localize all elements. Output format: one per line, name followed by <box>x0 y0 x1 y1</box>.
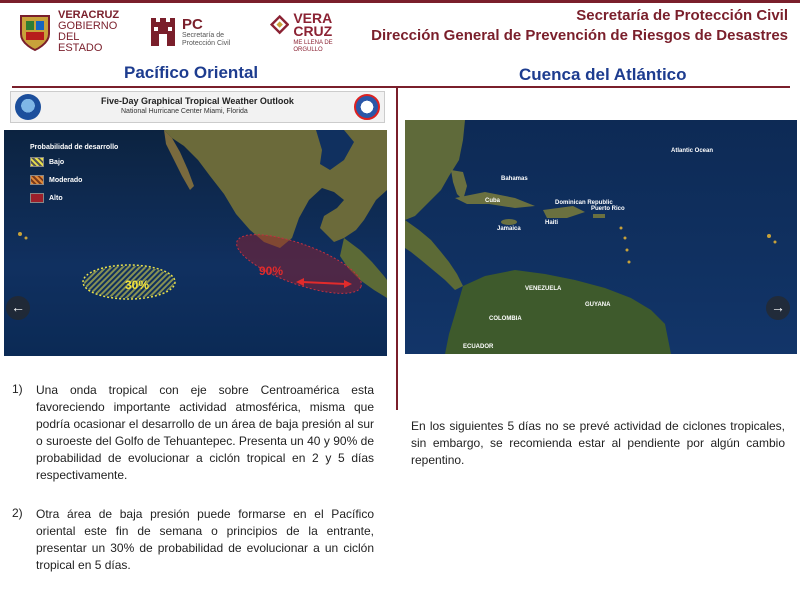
pacific-notes <box>12 382 375 596</box>
legend-label: Moderado <box>49 176 83 184</box>
column-divider <box>396 88 398 410</box>
moderate-swatch <box>30 175 44 185</box>
atlantic-map <box>405 120 797 354</box>
map-label: Bahamas <box>501 176 528 182</box>
header <box>0 0 800 62</box>
legend-label: Bajo <box>49 158 65 166</box>
logo1-line: DEL ESTADO <box>58 31 103 54</box>
legend-item-moderate <box>30 175 118 185</box>
logo2-sub: Protección Civil <box>182 39 231 47</box>
map-label: Dominican Republic <box>555 200 613 206</box>
previous-slide-button[interactable]: ← <box>6 296 30 320</box>
map-label: COLOMBIA <box>489 316 522 322</box>
heading-divider <box>12 86 790 88</box>
next-slide-button[interactable]: → <box>766 296 790 320</box>
map-label: Cuba <box>485 198 500 204</box>
map-label: GUYANA <box>585 302 611 308</box>
castle-icon <box>148 14 178 50</box>
legend-label: Alto <box>49 194 63 202</box>
section-heading-pacific: Pacífico Oriental <box>124 63 259 82</box>
atlantic-map-graphic <box>405 120 797 354</box>
item-text: Otra área de baja presión puede formarse en el Pacífico oriental este fin de semana o principios de la entrante, presentar un 30% de probabilidad de evolucionar a un ciclón tropical en 5 días. <box>36 507 374 572</box>
noaa-logo-icon <box>15 94 41 120</box>
nhc-title: Five-Day Graphical Tropical Weather Outlook <box>101 96 294 106</box>
legend-title: Probabilidad de desarrollo <box>30 144 119 151</box>
logo3-title: VERA <box>293 10 333 26</box>
map-label: Puerto Rico <box>591 206 625 212</box>
nhc-banner <box>10 91 385 123</box>
map-label: Jamaica <box>497 226 521 232</box>
logo3-title: CRUZ <box>293 23 333 39</box>
legend-item-low <box>30 157 118 167</box>
logo1-line: GOBIERNO <box>58 20 118 32</box>
probability-30-label: 30% <box>125 278 150 292</box>
nws-logo-icon <box>354 94 380 120</box>
veracruz-gobierno-logo <box>18 10 118 54</box>
pacific-outlook-map <box>4 130 387 356</box>
legend-item-high <box>30 193 118 203</box>
low-swatch <box>30 157 44 167</box>
map-label: Atlantic Ocean <box>671 148 714 154</box>
nhc-subtitle: National Hurricane Center Miami, Florida <box>121 108 248 115</box>
item-text: Una onda tropical con eje sobre Centroamérica esta favoreciendo importante actividad atmosférica, misma que podría ocasionar el desarrollo de un área de baja presión al sur o suroeste del Golfo de Tehuantepec. Presenta un 40 y 90% de probabilidad de evolucionar a ciclón tropical en 2 y 5 días respectivamente. <box>36 383 374 482</box>
map-label: Haiti <box>545 220 559 226</box>
proteccion-civil-logo <box>148 12 248 52</box>
state-shield-icon <box>18 12 52 52</box>
section-heading-atlantic: Cuenca del Atlántico <box>519 65 687 84</box>
logo3-slogan: ME LLENA DE ORGULLO <box>293 40 333 53</box>
logo2-sub: Secretaría de <box>182 31 225 39</box>
logo1-line: VERACRUZ <box>58 9 120 21</box>
veracruz-orgullo-logo <box>270 12 350 54</box>
item-number: 1) <box>12 382 23 396</box>
list-item <box>12 382 375 484</box>
probability-legend <box>30 144 118 211</box>
probability-90-label: 90% <box>259 264 284 278</box>
map-label: VENEZUELA <box>525 286 562 292</box>
list-item <box>12 506 375 574</box>
map-label: ECUADOR <box>463 344 494 350</box>
high-swatch <box>30 193 44 203</box>
header-title-1: Secretaría de Protección Civil <box>576 7 788 24</box>
logo2-title: PC <box>182 15 203 33</box>
atlantic-note: En los siguientes 5 días no se prevé actividad de ciclones tropicales, sin embargo, se recomienda estar al pendiente por algún cambio repentino. <box>411 419 785 467</box>
header-title-2: Dirección General de Prevención de Riesgos de Desastres <box>371 27 788 44</box>
pattern-icon <box>270 12 289 42</box>
item-number: 2) <box>12 506 23 520</box>
